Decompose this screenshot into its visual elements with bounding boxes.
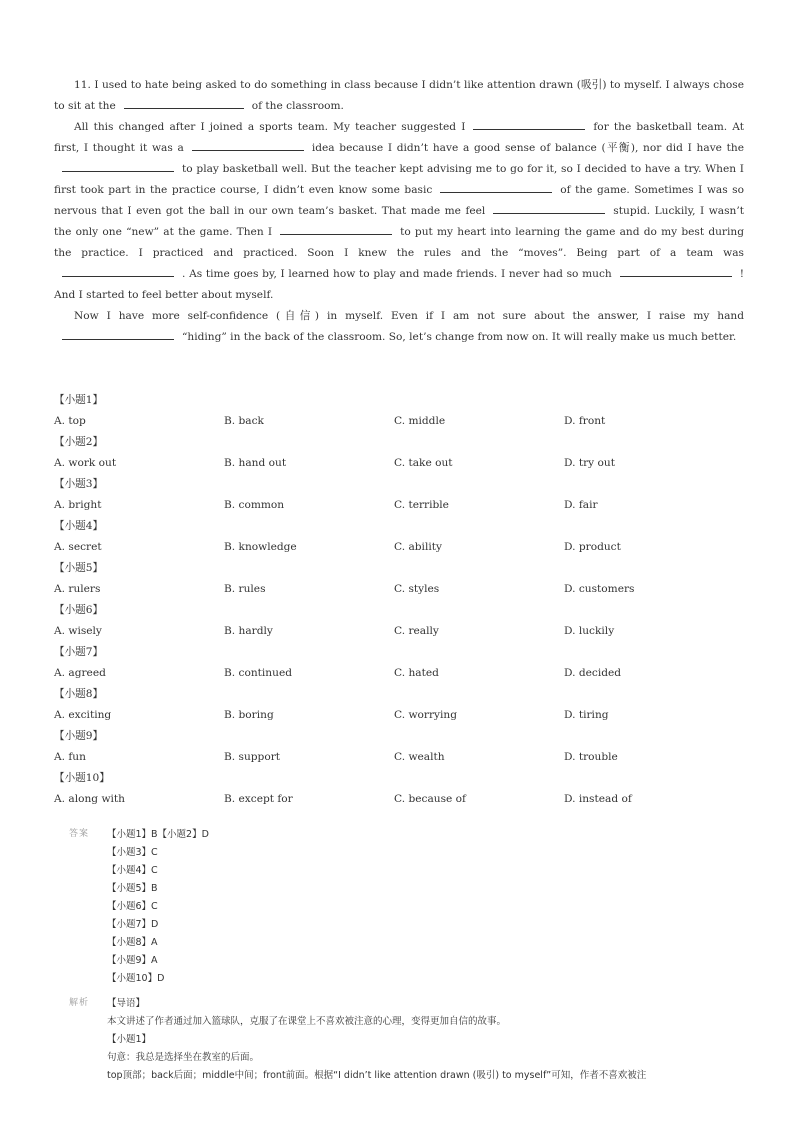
answer-line: 【小题7】D [107,919,159,930]
option-row [54,453,744,474]
option-c: C. ability [394,541,442,553]
option-d: D. instead of [564,793,632,805]
question-label: 【小题7】 [54,646,104,658]
analysis-line: 【导语】 [107,998,146,1009]
paragraph-1: 11. I used to hate being asked to do something in class because I didn’t like attention drawn (吸引) to myself. I always chose to sit at the of the classroom. [54,79,744,112]
question-5 [54,558,744,600]
option-d: D. trouble [564,751,618,763]
option-a: A. wisely [54,625,102,637]
option-b: B. rules [224,583,266,595]
question-9 [54,726,744,768]
blank-3 [192,138,304,151]
answer-line: 【小题9】A [107,955,158,966]
question-10 [54,768,744,810]
question-list [54,390,744,810]
question-1 [54,390,744,432]
option-c: C. take out [394,457,453,469]
blank-8 [62,264,174,277]
question-label: 【小题1】 [54,394,104,406]
option-b: B. continued [224,667,292,679]
question-label: 【小题3】 [54,478,104,490]
question-7 [54,642,744,684]
option-b: B. common [224,499,285,511]
option-row [54,621,744,642]
analysis-line: 本文讲述了作者通过加入篮球队，克服了在课堂上不喜欢被注意的心理，变得更加自信的故事。 [107,1016,507,1027]
option-a: A. secret [54,541,102,553]
blank-5 [440,180,552,193]
blank-10 [62,327,174,340]
blank-9 [620,264,732,277]
option-c: C. middle [394,415,446,427]
option-d: D. luckily [564,625,615,637]
option-b: B. hand out [224,457,287,469]
question-label: 【小题5】 [54,562,104,574]
answer-line: 【小题4】C [107,865,158,876]
option-b: B. except for [224,793,293,805]
analysis-list [107,995,747,1085]
option-d: D. customers [564,583,635,595]
question-4 [54,516,744,558]
blank-2 [473,117,585,130]
analysis-line: 【小题1】 [107,1034,152,1045]
answer-line: 【小题1】B【小题2】D [107,829,209,840]
option-c: C. terrible [394,499,449,511]
question-8 [54,684,744,726]
option-c: C. styles [394,583,440,595]
option-b: B. support [224,751,281,763]
question-label: 【小题10】 [54,772,110,784]
option-a: A. fun [54,751,86,763]
option-b: B. boring [224,709,274,721]
blank-1 [124,96,244,109]
option-b: B. knowledge [224,541,297,553]
question-label: 【小题9】 [54,730,104,742]
option-row [54,495,744,516]
option-a: A. rulers [54,583,101,595]
cloze-passage [54,75,744,348]
option-a: A. bright [54,499,102,511]
option-a: A. along with [54,793,125,805]
question-label: 【小题6】 [54,604,104,616]
option-c: C. worrying [394,709,458,721]
blank-4 [62,159,174,172]
answer-line: 【小题5】B [107,883,158,894]
option-c: C. because of [394,793,466,805]
option-a: A. top [54,415,86,427]
option-row [54,789,744,810]
question-label: 【小题8】 [54,688,104,700]
option-a: A. agreed [54,667,106,679]
answer-list [107,826,209,988]
question-6 [54,600,744,642]
answer-line: 【小题6】C [107,901,158,912]
answer-line: 【小题10】D [107,973,165,984]
option-row [54,747,744,768]
blank-6 [493,201,605,214]
analysis-line: 句意：我总是选择坐在教室的后面。 [107,1052,260,1063]
option-a: A. exciting [54,709,112,721]
option-d: D. product [564,541,621,553]
option-row [54,579,744,600]
answer-line: 【小题8】A [107,937,158,948]
option-d: D. try out [564,457,615,469]
option-row [54,537,744,558]
question-label: 【小题4】 [54,520,104,532]
option-d: D. tiring [564,709,609,721]
analysis-tag: 解析 [69,998,90,1008]
paragraph-2: All this changed after I joined a sports team. My teacher suggested I for the basketball team. At first, I thought it was a idea because I didn’t have a good sense of balance (平衡), nor did I have theto play basketball well. But the teacher kept advising me to go for it, so I decided to have a try. When I first took part in the practice course, I didn’t even know some basic of the game. Sometimes I was so nervous that I even got the ball in our own team’s basket. That made me feel stupid. Luckily, I wasn’t the only one “new” at the game. Then I to put my heart into learning the game and do my best during the practice. I practiced and practiced. Soon I knew the rules and the “moves”. Being part of a team was. As time goes by, I learned how to play and made friends. I never had so much ! And I started to feel better about myself. [54,117,744,306]
option-d: D. decided [564,667,622,679]
paragraph-3: Now I have more self-confidence (自信) in myself. Even if I am not sure about the answer, I raise my hand“hiding” in the back of the classroom. So, let’s change from now on. It will really make us much better. [54,306,744,348]
option-c: C. wealth [394,751,445,763]
question-3 [54,474,744,516]
option-d: D. fair [564,499,598,511]
option-c: C. hated [394,667,439,679]
answer-tag: 答案 [69,829,90,839]
option-d: D. front [564,415,606,427]
blank-7 [280,222,392,235]
option-row [54,705,744,726]
answer-line: 【小题3】C [107,847,158,858]
option-a: A. work out [54,457,117,469]
option-b: B. back [224,415,264,427]
question-label: 【小题2】 [54,436,104,448]
option-b: B. hardly [224,625,273,637]
option-row [54,663,744,684]
analysis-line: top顶部；back后面；middle中间；front前面。根据“I didn’t like attention drawn (吸引) to myself”可知，作者不喜欢被注 [107,1070,647,1081]
option-c: C. really [394,625,439,637]
question-2 [54,432,744,474]
option-row [54,411,744,432]
